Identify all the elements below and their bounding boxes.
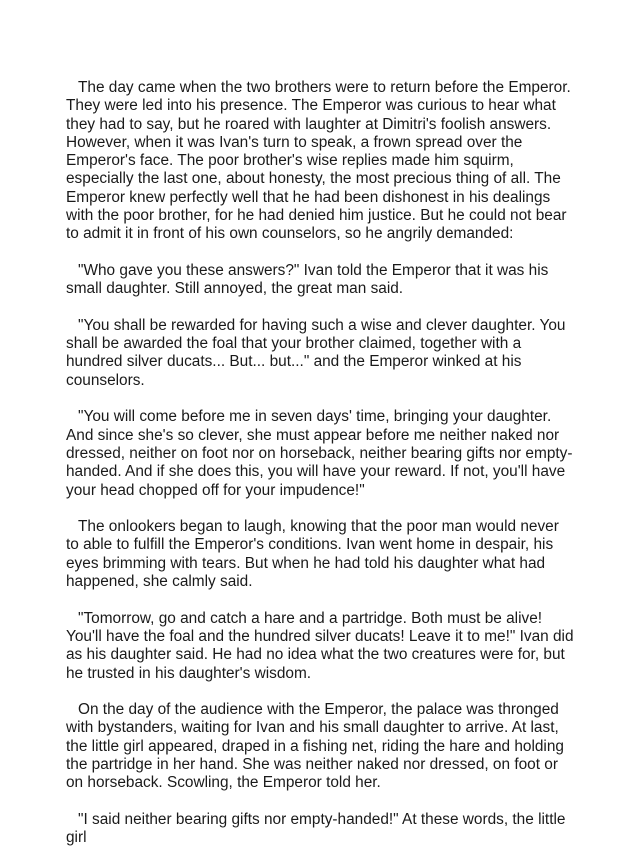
paragraph-6: "Tomorrow, go and catch a hare and a partridge. Both must be alive! You'll have the foal and the hundred silver ducats! Leave it to me!" Ivan did as his daughter said. He had no idea what the two creatures were for, but he trusted in his daughter's wisdom. — [66, 609, 574, 682]
paragraph-4: "You will come before me in seven days' time, bringing your daughter. And since she's so clever, she must appear before me neither naked nor dressed, neither on foot nor on horseback, neither bearing gifts nor empty-handed. And if she does this, you will have your reward. If not, you'll have your head chopped off for your impudence!" — [66, 408, 573, 499]
paragraph-7: On the day of the audience with the Emperor, the palace was thronged with bystanders, waiting for Ivan and his small daughter to arrive. At last, the little girl appeared, draped in a fishing net, riding the hare and holding the partridge in her hand. She was neither naked nor dressed, on foot or on horseback. Scowling, the Emperor told her. — [66, 701, 564, 792]
paragraph-8: "I said neither bearing gifts nor empty-handed!" At these words, the little girl — [66, 810, 566, 847]
paragraph-2: "Who gave you these answers?" Ivan told the Emperor that it was his small daughter. Still annoyed, the great man said. — [66, 261, 549, 298]
paragraph-3: "You shall be rewarded for having such a wise and clever daughter. You shall be awarded the foal that your brother claimed, together with a hundred silver ducats... But... but..." and the Emperor winked at his counselors. — [66, 316, 566, 389]
paragraph-1: The day came when the two brothers were to return before the Emperor. They were led into his presence. The Emperor was curious to hear what they had to say, but he roared with laughter at Dimitri's foolish answers. However, when it was Ivan's turn to speak, a frown spread over the Emperor's face. The poor brother's wise replies made him squirm, especially the last one, about honesty, the most precious thing of all. The Emperor knew perfectly well that he had been dishonest in his dealings with the poor brother, for he had denied him justice. But he could not bear to admit it in front of his own counselors, so he angrily demanded: — [66, 79, 571, 243]
document-page — [66, 79, 574, 866]
paragraph-5: The onlookers began to laugh, knowing that the poor man would never to able to fulfill the Emperor's conditions. Ivan went home in despair, his eyes brimming with tears. But when he had told his daughter what had happened, she calmly said. — [66, 518, 559, 591]
